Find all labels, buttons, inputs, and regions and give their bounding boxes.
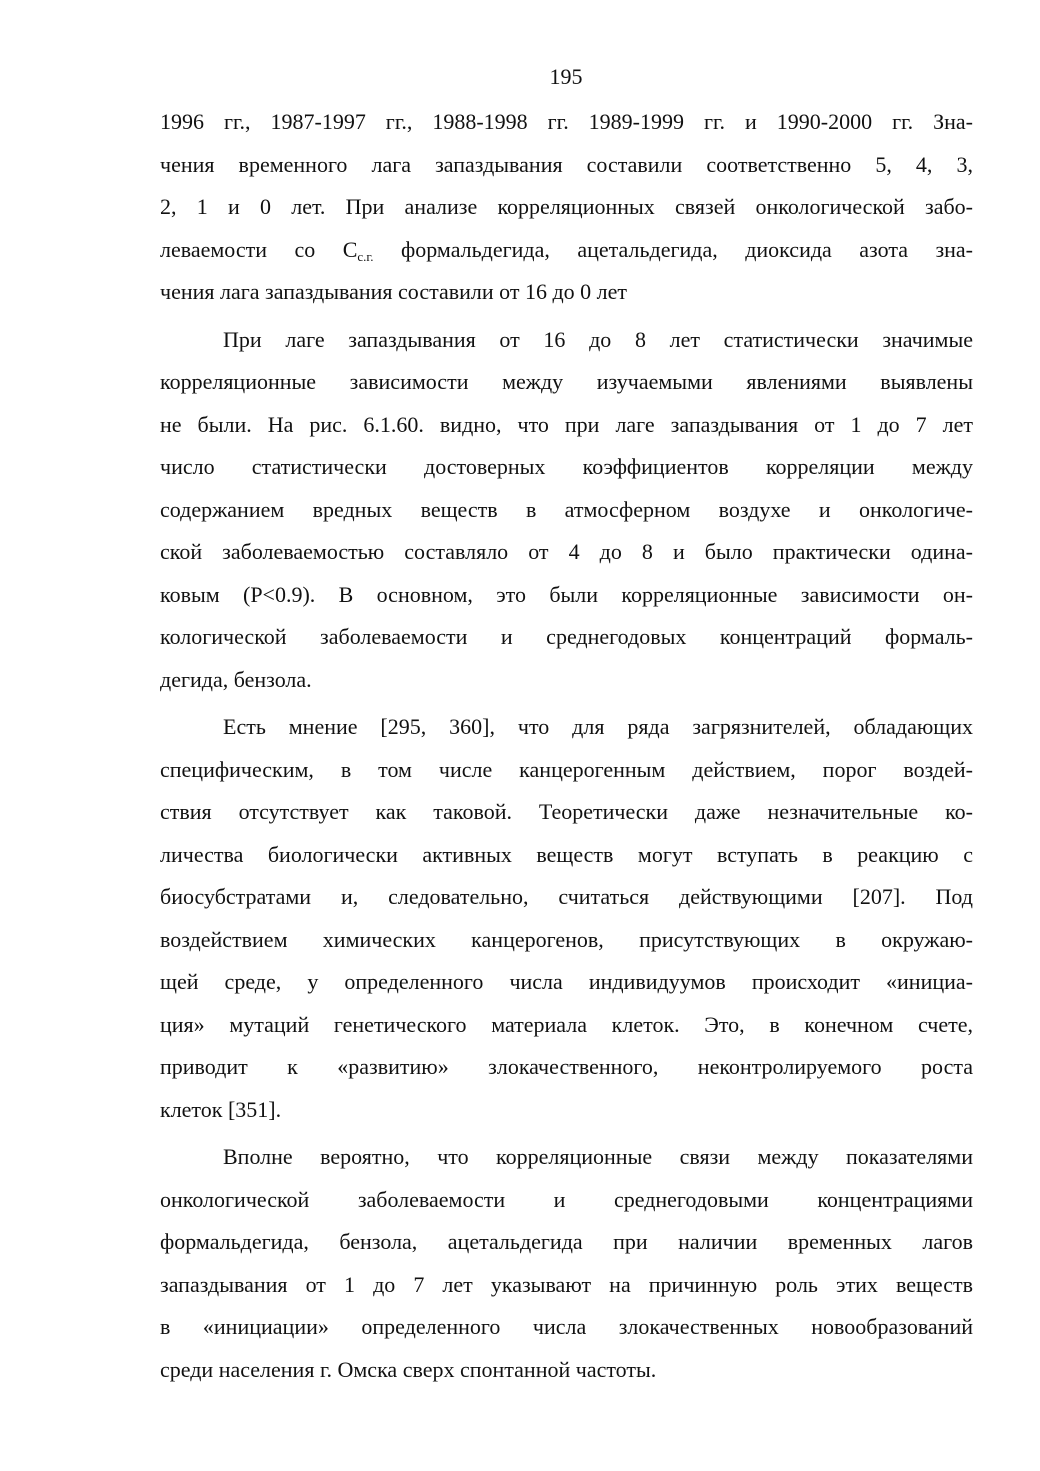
text-line: содержанием вредных веществ в атмосферном воздухе и онкологиче- xyxy=(160,496,973,522)
page-number: 195 xyxy=(549,64,583,89)
text-line: среди населения г. Омска сверх спонтанной частоты. xyxy=(160,1356,657,1382)
document-body xyxy=(160,101,973,1391)
text-line: Есть мнение [295, 360], что для ряда загрязнителей, обладающих xyxy=(223,714,973,739)
text-line: Вполне вероятно, что корреляционные связи между показателями xyxy=(223,1144,973,1169)
paragraph-2 xyxy=(160,319,973,702)
text-line: ция» мутаций генетического материала клеток. Это, в конечном счете, xyxy=(160,1011,973,1037)
text-fragment: леваемости со С xyxy=(160,236,358,262)
text-line: щей среде, у определенного числа индивидуумов происходит «инициа- xyxy=(160,969,973,994)
text-line: запаздывания от 1 до 7 лет указывают на причинную роль этих веществ xyxy=(160,1271,973,1297)
paragraph-3 xyxy=(160,706,973,1131)
text-line: ствия отсутствует как таковой. Теоретически даже незначительные ко- xyxy=(160,799,973,824)
text-line: не были. На рис. 6.1.60. видно, что при лаге запаздывания от 1 до 7 лет xyxy=(160,411,973,437)
text-line: воздействием химических канцерогенов, присутствующих в окружаю- xyxy=(160,926,973,952)
paragraph-1 xyxy=(160,101,973,314)
text-line: специфическим, в том числе канцерогенным действием, порог воздей- xyxy=(160,756,973,782)
text-line: чения временного лага запаздывания составили соответственно 5, 4, 3, xyxy=(160,151,973,177)
text-line: 1996 гг., 1987-1997 гг., 1988-1998 гг. 1989-1999 гг. и 1990-2000 гг. Зна- xyxy=(160,109,973,134)
text-line: онкологической заболеваемости и среднегодовыми концентрациями xyxy=(160,1186,973,1212)
text-line: приводит к «развитию» злокачественного, неконтролируемого роста xyxy=(160,1054,973,1079)
text-line: ской заболеваемостью составляло от 4 до 8 и было практически одина- xyxy=(160,539,973,564)
text-line: ковым (Р<0.9). В основном, это были корреляционные зависимости он- xyxy=(160,581,973,607)
text-line-with-subscript xyxy=(160,229,973,272)
text-line: чения лага запаздывания составили от 16 до 0 лет xyxy=(160,279,628,304)
text-line: число статистически достоверных коэффициентов корреляции между xyxy=(160,454,973,479)
text-line: корреляционные зависимости между изучаемыми явлениями выявлены xyxy=(160,369,973,394)
text-line: дегида, бензола. xyxy=(160,666,312,692)
paragraph-4 xyxy=(160,1136,973,1391)
text-line: формальдегида, бензола, ацетальдегида при наличии временных лагов xyxy=(160,1229,973,1254)
text-fragment: формальдегида, ацетальдегида, диоксида азота зна- xyxy=(373,236,973,262)
text-line: личества биологически активных веществ могут вступать в реакцию с xyxy=(160,841,973,867)
subscript-text: с.г. xyxy=(357,248,374,264)
text-line: При лаге запаздывания от 16 до 8 лет статистически значимые xyxy=(223,326,973,352)
text-line: биосубстратами и, следовательно, считаться действующими [207]. Под xyxy=(160,884,973,909)
text-line: клеток [351]. xyxy=(160,1096,282,1122)
text-line: 2, 1 и 0 лет. При анализе корреляционных связей онкологической забо- xyxy=(160,194,973,219)
text-line: в «инициации» определенного числа злокачественных новообразований xyxy=(160,1314,973,1339)
text-line: кологической заболеваемости и среднегодовых концентраций формаль- xyxy=(160,624,973,649)
